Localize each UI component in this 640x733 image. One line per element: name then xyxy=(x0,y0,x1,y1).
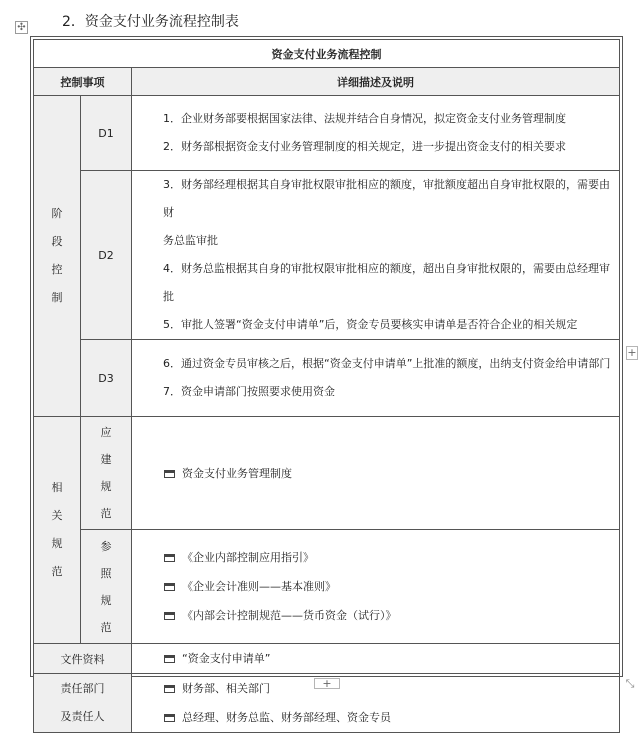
control-table-frame xyxy=(30,36,623,724)
reference-label: 参 照 规 范 xyxy=(81,530,132,644)
desc-line: 务总监审批 xyxy=(163,234,218,247)
should-build-label: 应 建 规 范 xyxy=(81,417,132,530)
folder-icon xyxy=(164,470,175,478)
folder-icon xyxy=(164,655,175,663)
stage-control-label: 阶 段 控 制 xyxy=(34,96,81,417)
list-item: 《企业内部控制应用指引》 xyxy=(164,543,619,572)
desc-line: 2．财务部根据资金支付业务管理制度的相关规定，进一步提出资金支付的相关要求 xyxy=(163,140,566,153)
add-row-button[interactable]: + xyxy=(314,678,340,689)
reference-items xyxy=(132,530,620,644)
desc-line: 5．审批人签署“资金支付申请单”后，资金专员要核实申请单是否符合企业的相关规定 xyxy=(163,318,578,331)
list-item: 《企业会计准则——基本准则》 xyxy=(164,572,619,601)
table-move-handle-icon[interactable]: ✣ xyxy=(15,21,28,34)
folder-icon xyxy=(164,583,175,591)
should-build-items xyxy=(132,417,620,530)
desc-line: 7．资金申请部门按照要求使用资金 xyxy=(163,385,335,398)
folder-icon xyxy=(164,685,175,693)
documents-label: 文件资料 xyxy=(34,644,132,674)
add-column-button[interactable]: + xyxy=(627,346,637,359)
responsibility-label: 责任部门 及责任人 xyxy=(34,674,132,733)
stage-desc-d1 xyxy=(132,96,620,171)
list-item: “资金支付申请单” xyxy=(164,644,619,673)
page-heading: 2．资金支付业务流程控制表 xyxy=(62,14,239,30)
list-item: 财务部、相关部门 xyxy=(164,674,619,703)
folder-icon xyxy=(164,714,175,722)
folder-icon xyxy=(164,554,175,562)
related-norms-label: 相 关 规 范 xyxy=(34,417,81,644)
stage-code-d3: D3 xyxy=(81,340,132,417)
resize-handle-icon[interactable]: ⤡ xyxy=(625,677,635,690)
folder-icon xyxy=(164,612,175,620)
list-item: 资金支付业务管理制度 xyxy=(164,459,619,488)
responsibility-items xyxy=(132,674,620,733)
control-table xyxy=(33,39,620,733)
list-item: 总经理、财务总监、财务部经理、资金专员 xyxy=(164,703,619,732)
col-header-item: 控制事项 xyxy=(34,68,132,96)
list-item: 《内部会计控制规范——货币资金（试行）》 xyxy=(164,601,619,630)
documents-items xyxy=(132,644,620,674)
desc-line: 3．财务部经理根据其自身审批权限审批相应的额度，审批额度超出自身审批权限的，需要由财 xyxy=(163,178,610,219)
col-header-description: 详细描述及说明 xyxy=(132,68,620,96)
stage-desc-d2 xyxy=(132,171,620,340)
stage-code-d1: D1 xyxy=(81,96,132,171)
stage-code-d2: D2 xyxy=(81,171,132,340)
desc-line: 4．财务总监根据其自身的审批权限审批相应的额度，超出自身审批权限的，需要由总经理审批 xyxy=(163,262,610,303)
desc-line: 1．企业财务部要根据国家法律、法规并结合自身情况，拟定资金支付业务管理制度 xyxy=(163,112,566,125)
stage-desc-d3 xyxy=(132,340,620,417)
desc-line: 6．通过资金专员审核之后，根据“资金支付申请单”上批准的额度，出纳支付资金给申请部门 xyxy=(163,357,611,370)
table-title: 资金支付业务流程控制 xyxy=(34,40,620,68)
